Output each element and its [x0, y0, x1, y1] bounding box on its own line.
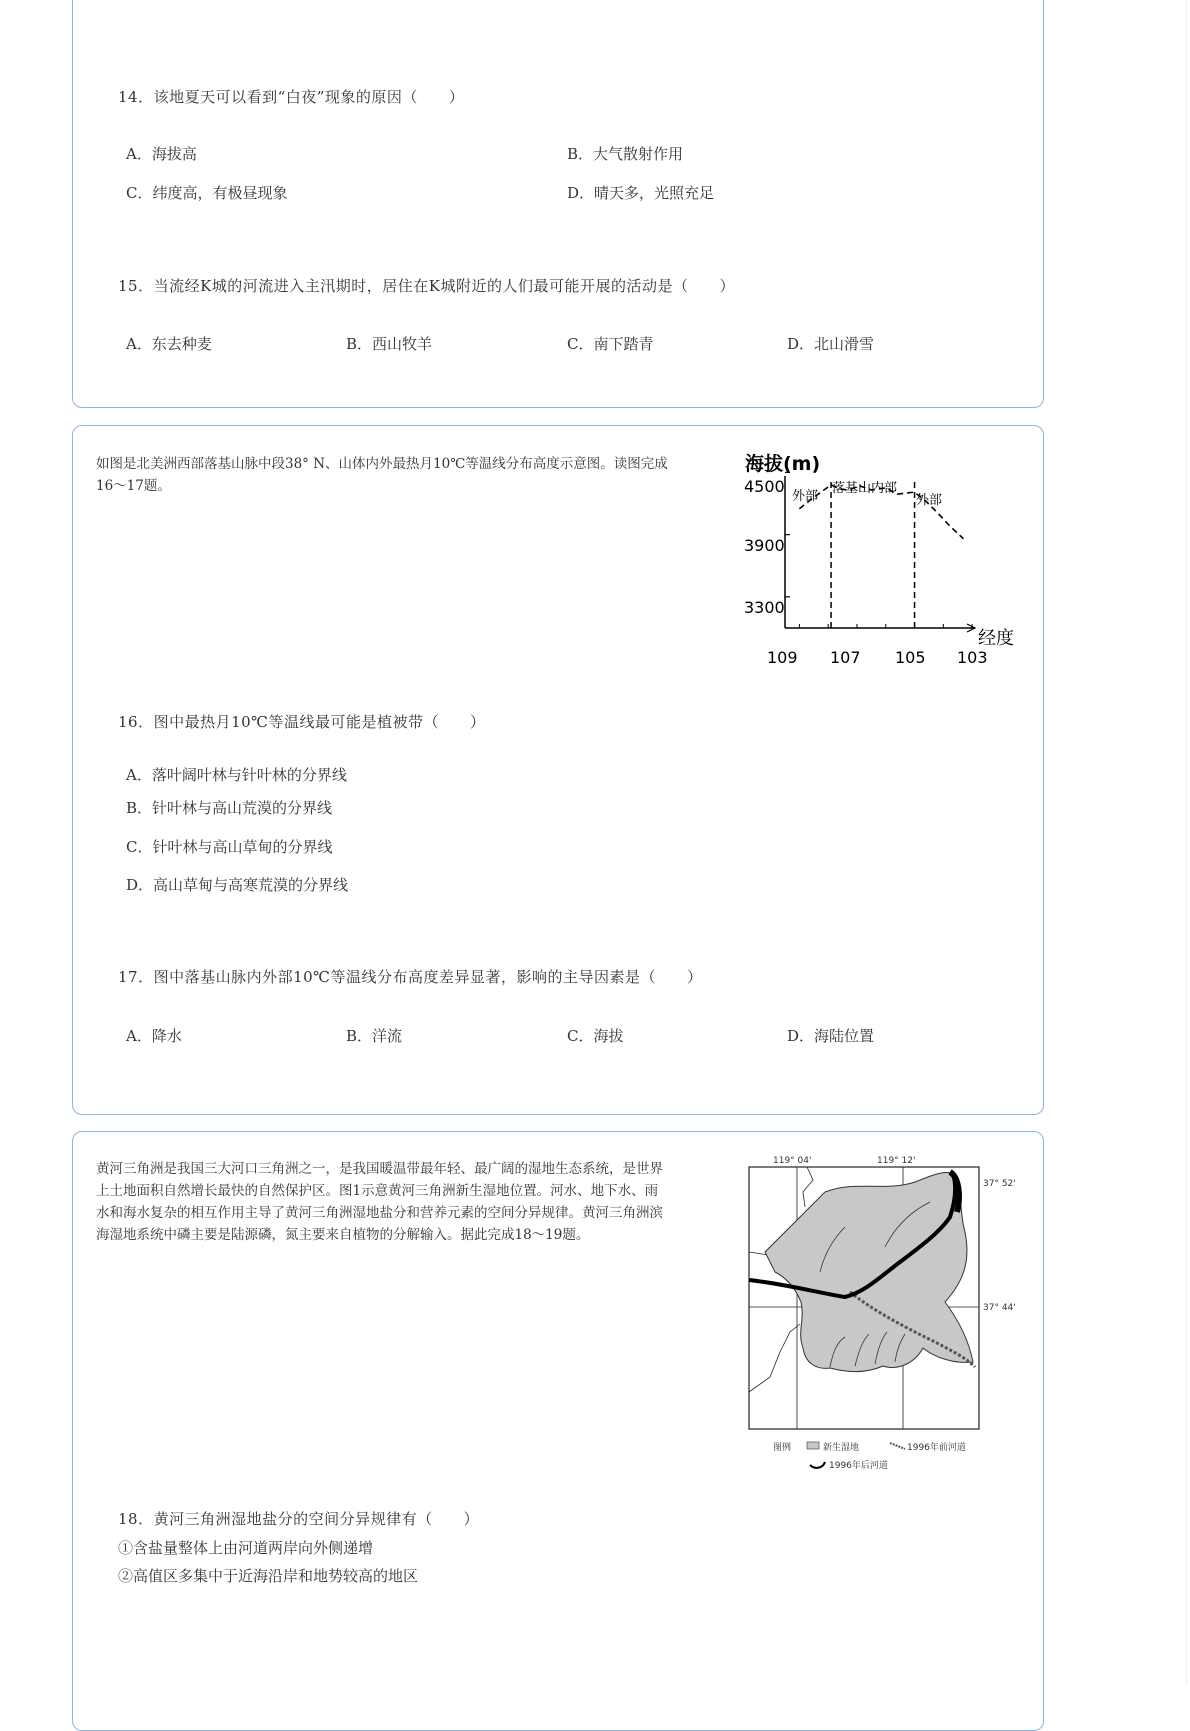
group3-intro-line1: 黄河三角洲是我国三大河口三角洲之一，是我国暖温带最年轻、最广阔的湿地生态系统，是世界	[96, 1161, 663, 1177]
isotherm-altitude-chart	[740, 448, 1025, 673]
group2-intro-line2: 16～17题。	[96, 478, 171, 494]
map-legend-title: 图例	[773, 1443, 792, 1453]
q16-stem: 16．图中最热月10℃等温线最可能是植被带（ ）	[118, 713, 486, 731]
map-lat-label-2: 37° 44'	[983, 1303, 1016, 1313]
q16-option-d[interactable]: D．高山草甸与高寒荒漠的分界线	[126, 876, 349, 894]
legend-old-river-swatch	[890, 1443, 905, 1449]
q16-option-a[interactable]: A．落叶阔叶林与针叶林的分界线	[126, 766, 347, 784]
group3-intro-line2: 上土地面积自然增长最快的自然保护区。图1示意黄河三角洲新生湿地位置。河水、地下水、雨	[96, 1183, 659, 1199]
q15-stem: 15．当流经K城的河流进入主汛期时，居住在K城附近的人们最可能开展的活动是（ ）	[118, 277, 736, 295]
q17-option-d[interactable]: D．海陆位置	[787, 1027, 875, 1045]
map-lon-label-1: 119° 04'	[773, 1156, 812, 1166]
question-card-14-15	[72, 0, 1044, 408]
chart-ylabel: 海拔(m)	[745, 453, 821, 475]
q18-statement-2: ②高值区多集中于近海沿岸和地势较高的地区	[118, 1567, 419, 1585]
map-lat-label-1: 37° 52'	[983, 1179, 1016, 1189]
map-legend-new-river: 1996年后河道	[829, 1461, 888, 1471]
chart-label-outer-left: 外部	[792, 489, 819, 504]
q14-option-a[interactable]: A．海拔高	[126, 145, 197, 163]
chart-xtick-107: 107	[830, 648, 861, 667]
q16-option-b[interactable]: B．针叶林与高山荒漠的分界线	[126, 799, 333, 817]
q18-statement-1: ①含盐量整体上由河道两岸向外侧递增	[118, 1539, 374, 1557]
group2-intro	[96, 453, 668, 497]
chart-ytick-3900: 3900	[744, 536, 785, 555]
group3-intro-line3: 水和海水复杂的相互作用主导了黄河三角洲湿地盐分和营养元素的空间分异规律。黄河三角洲滨	[96, 1205, 663, 1221]
q17-option-c[interactable]: C．海拔	[567, 1027, 624, 1045]
legend-wetland-swatch	[807, 1442, 819, 1449]
q15-option-a[interactable]: A．东去种麦	[126, 335, 212, 353]
chart-ytick-3300: 3300	[744, 598, 785, 617]
q17-option-a[interactable]: A．降水	[126, 1027, 182, 1045]
chart-xtick-103: 103	[957, 648, 988, 667]
q14-option-d[interactable]: D．晴天多，光照充足	[567, 184, 715, 202]
yellow-river-delta-map	[745, 1152, 1025, 1472]
q16-option-c[interactable]: C．针叶林与高山草甸的分界线	[126, 838, 333, 856]
chart-xlabel: 经度	[978, 628, 1014, 649]
q15-option-c[interactable]: C．南下踏青	[567, 335, 654, 353]
chart-label-outer-right: 外部	[916, 493, 943, 508]
q17-stem: 17．图中落基山脉内外部10℃等温线分布高度差异显著，影响的主导因素是（ ）	[118, 968, 703, 986]
group3-intro	[96, 1158, 746, 1246]
q14-stem: 14．该地夏天可以看到“白夜”现象的原因（ ）	[118, 88, 465, 106]
chart-label-inner: 落基山内部	[832, 481, 898, 496]
map-legend-wetland: 新生湿地	[823, 1443, 860, 1453]
chart-xtick-109: 109	[767, 648, 798, 667]
legend-new-river-swatch	[810, 1462, 825, 1468]
q15-option-b[interactable]: B．西山牧羊	[346, 335, 433, 353]
q15-option-d[interactable]: D．北山滑雪	[787, 335, 875, 353]
q14-option-c[interactable]: C．纬度高，有极昼现象	[126, 184, 288, 202]
map-lon-label-2: 119° 12'	[877, 1156, 916, 1166]
map-legend-old-river: 1996年前河道	[907, 1443, 966, 1453]
chart-ytick-4500: 4500	[744, 477, 785, 496]
page-edge-line	[1186, 0, 1187, 1684]
q17-option-b[interactable]: B．洋流	[346, 1027, 403, 1045]
q14-option-b[interactable]: B．大气散射作用	[567, 145, 684, 163]
q18-stem: 18．黄河三角洲湿地盐分的空间分异规律有（ ）	[118, 1510, 480, 1528]
group2-intro-line1: 如图是北美洲西部落基山脉中段38° N、山体内外最热月10℃等温线分布高度示意图。读图完成	[96, 456, 668, 472]
group3-intro-line4: 海湿地系统中磷主要是陆源磷，氮主要来自植物的分解输入。据此完成18～19题。	[96, 1227, 590, 1243]
chart-xtick-105: 105	[895, 648, 926, 667]
